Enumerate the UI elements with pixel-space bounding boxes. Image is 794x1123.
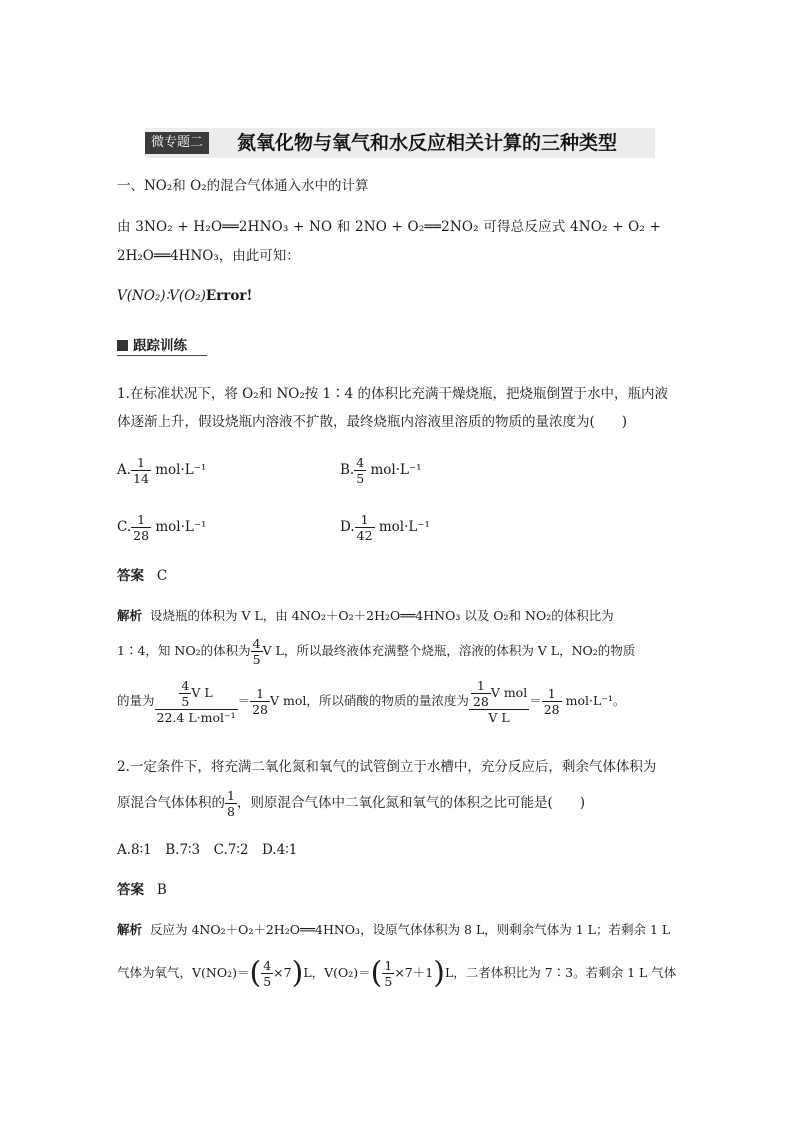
fraction-denominator: 5 bbox=[384, 974, 393, 989]
result-fraction bbox=[250, 686, 270, 717]
fraction-denominator: 28 bbox=[543, 702, 560, 717]
fraction-denominator: 8 bbox=[227, 804, 235, 819]
analysis-text: ×7 bbox=[273, 965, 292, 980]
q1-answer bbox=[117, 567, 167, 585]
fraction-numerator: 1 bbox=[384, 958, 393, 973]
analysis-text: 设烧瓶的体积为 V L，由 4NO₂＋O₂＋2H₂O══4HNO₃ 以及 O₂和 NO₂的体积比为 bbox=[149, 608, 614, 623]
analysis-text: 气体为氧气，V(NO₂)＝ bbox=[117, 965, 250, 980]
practice-heading bbox=[117, 338, 207, 354]
ratio-line bbox=[117, 287, 252, 305]
option-unit: mol·L⁻¹ bbox=[370, 462, 422, 478]
option-fraction bbox=[131, 455, 151, 486]
fraction-numerator bbox=[155, 678, 238, 710]
title-bar bbox=[145, 128, 655, 158]
fraction-numerator: 4 bbox=[181, 678, 190, 693]
fraction-denominator: V L bbox=[488, 710, 510, 725]
option-unit: mol·L⁻¹ bbox=[155, 519, 207, 535]
analysis-text: 反应为 4NO₂＋O₂＋2H₂O══4HNO₃，设原气体体积为 8 L，则剩余气体为 1 L；若剩余 1 L bbox=[149, 922, 671, 937]
option-unit: mol·L⁻¹ bbox=[378, 519, 430, 535]
analysis-fraction bbox=[251, 636, 263, 667]
analysis-text: ×7＋1 bbox=[394, 965, 434, 980]
q1-analysis-line-2 bbox=[117, 636, 635, 667]
analysis-text: 1∶4，知 NO₂的体积为 bbox=[117, 643, 251, 658]
fraction-numerator: 1 bbox=[471, 678, 491, 694]
stem-fraction bbox=[225, 788, 237, 819]
section-heading: 一、NO₂和 O₂的混合气体通入水中的计算 bbox=[117, 178, 369, 194]
fraction-denominator: 28 bbox=[133, 528, 150, 543]
q1-stem-line-2: 体逐渐上升，假设烧瓶内溶液不扩散，最终烧瓶内溶液里溶质的物质的量浓度为( ) bbox=[117, 414, 628, 430]
q2-stem-line-2 bbox=[117, 788, 585, 819]
fraction-denominator: 5 bbox=[263, 974, 272, 989]
q1-analysis-line-3 bbox=[117, 678, 625, 725]
q1-stem-line-1: 1.在标准状况下，将 O₂和 NO₂按 1∶4 的体积比充满干燥烧瓶，把烧瓶倒置于水中，瓶内液 bbox=[117, 386, 668, 402]
option-fraction bbox=[355, 512, 375, 543]
option-fraction bbox=[354, 455, 366, 486]
numerator-text: V L bbox=[191, 685, 213, 700]
fraction-numerator: 4 bbox=[252, 636, 261, 651]
q1-option-b bbox=[340, 455, 422, 486]
q2-stem-line-1: 2.一定条件下，将充满二氧化氮和氧气的试管倒立于水槽中，充分反应后，剩余气体体积为 bbox=[117, 759, 657, 775]
answer-value: C bbox=[156, 568, 168, 584]
analysis-label: 解析 bbox=[117, 922, 143, 937]
fraction-denominator: 28 bbox=[252, 702, 269, 717]
fraction-numerator: 4 bbox=[356, 455, 365, 470]
final-fraction bbox=[542, 686, 562, 717]
q1-analysis-line-1 bbox=[117, 607, 614, 625]
fraction-denominator: 28 bbox=[472, 694, 489, 709]
option-letter: C. bbox=[117, 519, 132, 535]
fraction-denominator: 5 bbox=[356, 471, 365, 486]
stem-text: ，则原混合气体中二氧化氮和氧气的体积之比可能是( ) bbox=[236, 795, 585, 811]
q2-analysis-line-2: 气体为氧气，V(NO₂)＝( $\frac{4}{5}$ ×7)L，V(O₂)＝( $\frac{1}{5}$ ×7＋1)L，二者体积比为 7∶3。若剩余 1 L 气体 bbox=[117, 955, 677, 991]
fraction-numerator bbox=[469, 678, 529, 710]
answer-label: 答案 bbox=[117, 568, 144, 584]
inner-fraction bbox=[179, 678, 191, 709]
fraction-denominator: 22.4 L·mol⁻¹ bbox=[156, 710, 236, 725]
analysis-text: V mol，所以硝酸的物质的量浓度为 bbox=[270, 693, 469, 708]
practice-underline bbox=[117, 355, 207, 356]
practice-label: 跟踪训练 bbox=[133, 338, 187, 354]
fraction-numerator: 1 bbox=[250, 686, 270, 702]
reaction-line-1: 由 3NO₂ + H₂O══2HNO₃ + NO 和 2NO + O₂══2NO₂ 可得总反应式 4NO₂ + O₂ + bbox=[117, 219, 662, 235]
analysis-text: 的量为 bbox=[117, 693, 155, 708]
fraction-numerator: 1 bbox=[542, 686, 562, 702]
molar-fraction bbox=[155, 678, 238, 725]
square-bullet-icon bbox=[117, 340, 128, 351]
analysis-text: mol·L⁻¹。 bbox=[565, 693, 626, 708]
analysis-text: L，二者体积比为 7∶3。若剩余 1 L 气体 bbox=[444, 965, 677, 980]
fraction-numerator: 1 bbox=[131, 455, 151, 471]
q2-options: A.8∶1 B.7∶3 C.7∶2 D.4∶1 bbox=[117, 842, 298, 858]
concentration-fraction bbox=[469, 678, 529, 725]
q1-option-a bbox=[117, 455, 206, 486]
fraction-denominator: 5 bbox=[252, 652, 261, 667]
fraction-numerator: 4 bbox=[263, 958, 272, 973]
ratio-expression: V(NO₂)∶V(O₂) bbox=[117, 288, 206, 304]
q2-analysis-line-1 bbox=[117, 921, 670, 939]
option-unit: mol·L⁻¹ bbox=[155, 462, 207, 478]
analysis-text: V L，所以最终液体充满整个烧瓶，溶液的体积为 V L，NO₂的物质 bbox=[262, 643, 636, 658]
answer-label: 答案 bbox=[117, 882, 144, 898]
topic-badge: 微专题二 bbox=[145, 132, 209, 154]
analysis-label: 解析 bbox=[117, 608, 143, 623]
q1-option-d bbox=[340, 512, 430, 543]
fraction-denominator: 14 bbox=[133, 471, 149, 486]
reaction-line-2: 2H₂O══4HNO₃，由此可知： bbox=[117, 248, 300, 264]
equals: ＝ bbox=[237, 693, 251, 708]
stem-text: 原混合气体体积的 bbox=[117, 795, 225, 811]
fraction-numerator: 1 bbox=[227, 788, 235, 803]
analysis-fraction bbox=[382, 958, 394, 989]
option-fraction bbox=[131, 512, 151, 543]
inner-fraction bbox=[471, 678, 491, 709]
numerator-text: V mol bbox=[490, 685, 528, 700]
page-title: 氮氧化物与氧气和水反应相关计算的三种类型 bbox=[237, 132, 618, 154]
fraction-numerator: 1 bbox=[355, 512, 375, 528]
option-letter: B. bbox=[340, 462, 355, 478]
fraction-numerator: 1 bbox=[131, 512, 151, 528]
q1-option-c bbox=[117, 512, 206, 543]
fraction-denominator: 42 bbox=[356, 528, 373, 543]
error-text: Error! bbox=[205, 288, 253, 304]
option-letter: D. bbox=[340, 519, 355, 535]
analysis-text: L，V(O₂)＝ bbox=[303, 965, 371, 980]
option-letter: A. bbox=[117, 462, 132, 478]
answer-value: B bbox=[156, 882, 167, 898]
q2-answer bbox=[117, 881, 167, 899]
analysis-fraction bbox=[261, 958, 273, 989]
fraction-denominator: 5 bbox=[181, 694, 190, 709]
equals: ＝ bbox=[529, 693, 542, 708]
